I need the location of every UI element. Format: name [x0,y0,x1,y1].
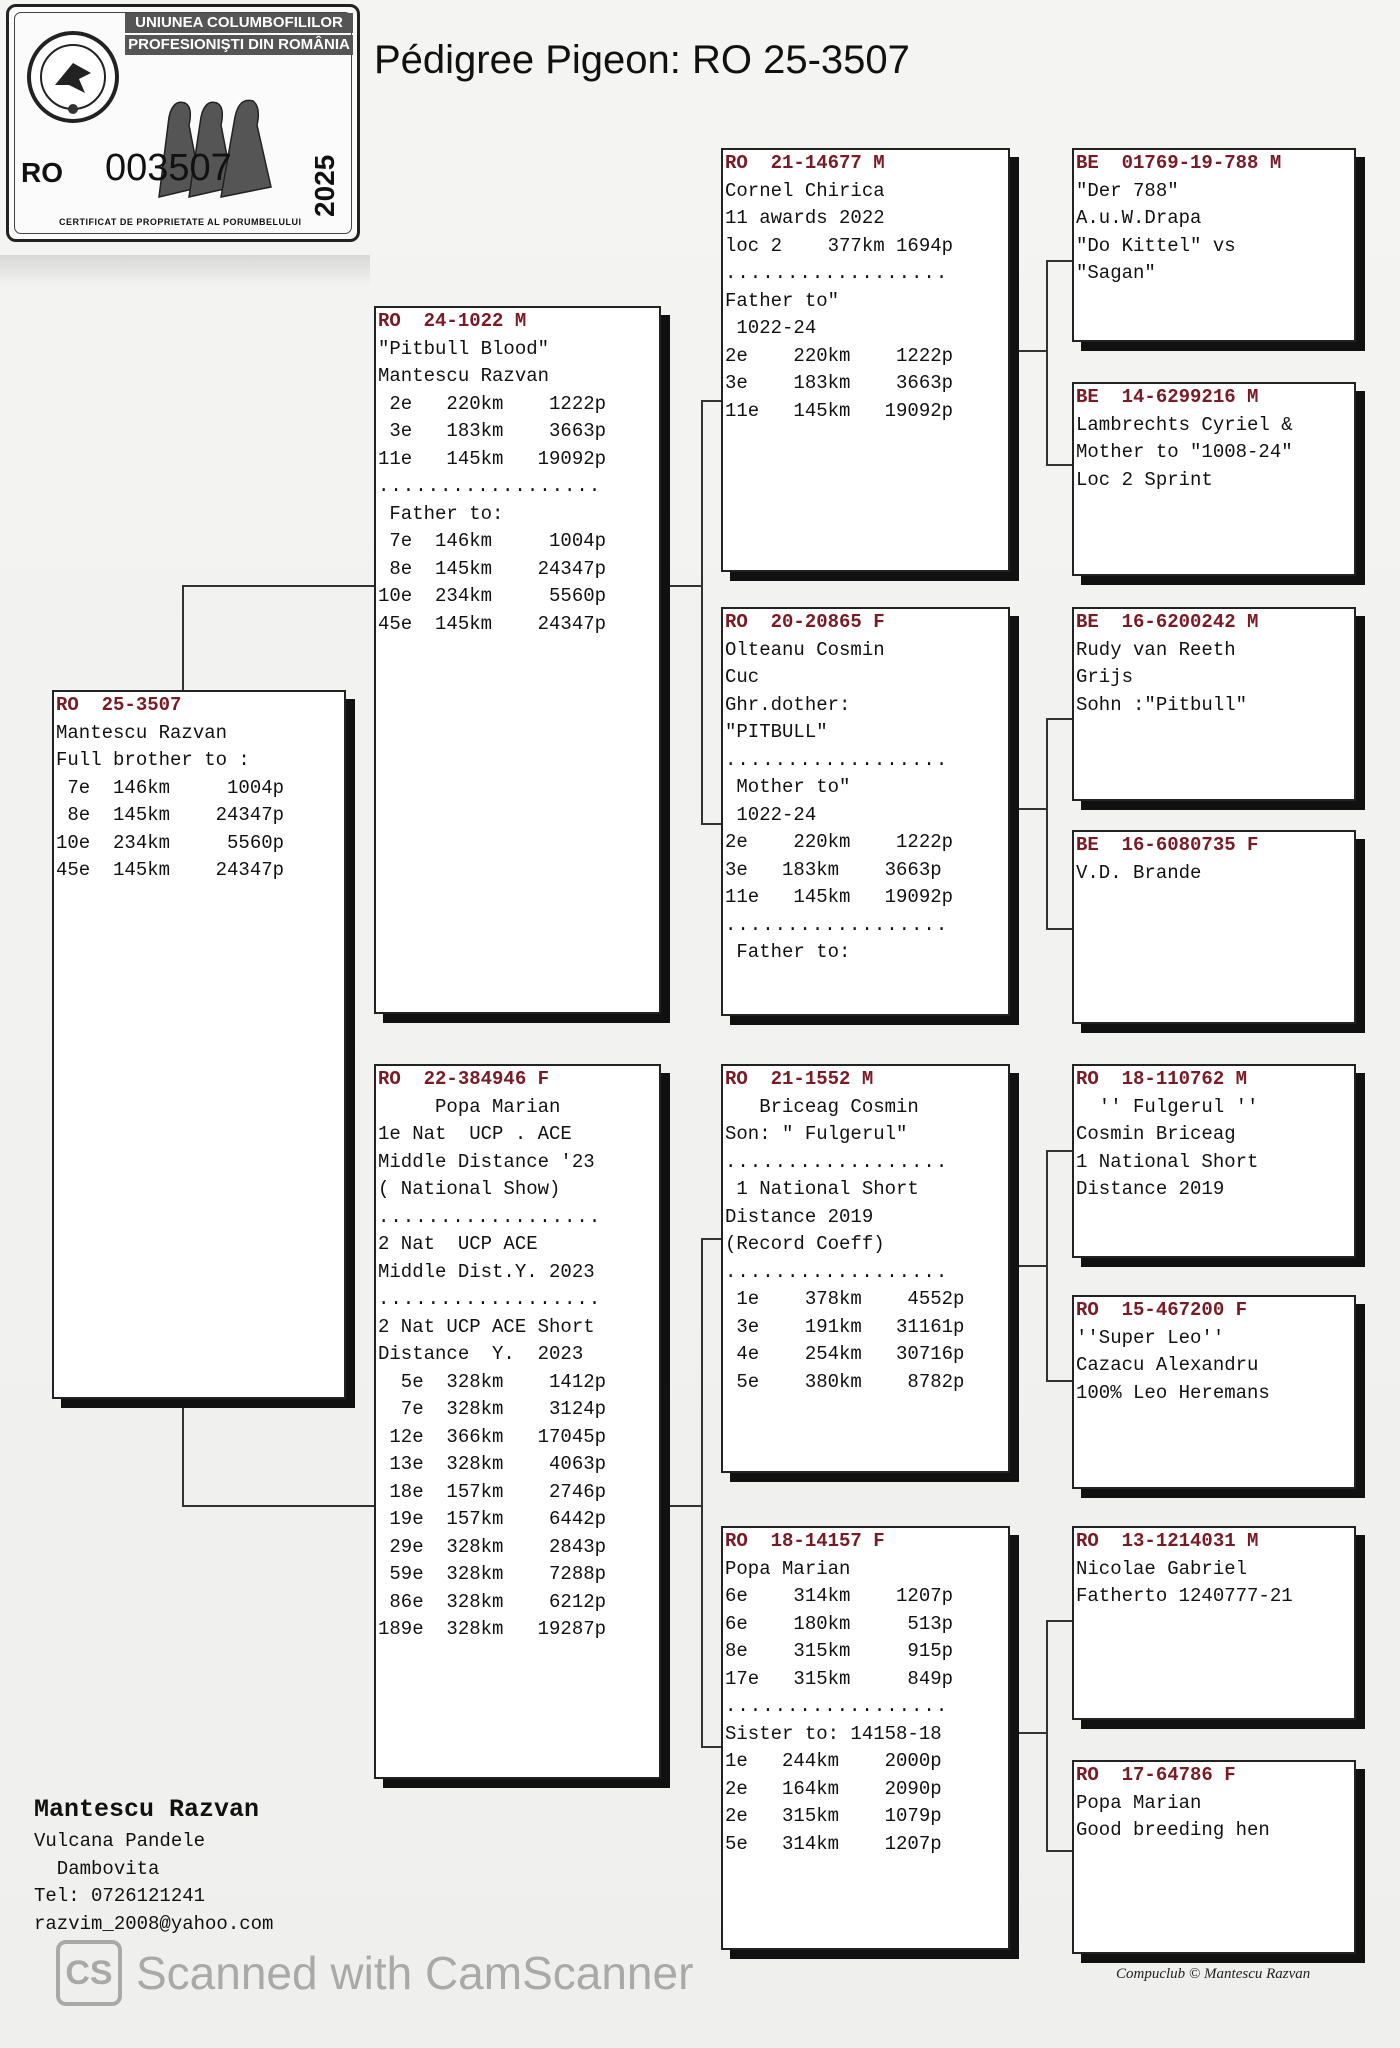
connector [1016,1732,1048,1734]
pedigree-line: Good breeding hen [1076,1819,1270,1841]
dotted-separator: .................. [725,913,949,936]
pedigree-line: 5e 314km 1207p [725,1832,942,1855]
connector [1016,350,1048,352]
ring-number: RO 15-467200 F [1076,1299,1248,1321]
pedigree-line: 1e Nat UCP . ACE [378,1123,572,1145]
dds-box [1072,1526,1356,1720]
pedigree-line: 86e 328km 6212p [378,1590,607,1613]
pedigree-line: Popa Marian [1076,1791,1202,1814]
dotted-separator: .................. [725,748,949,771]
connector [701,400,721,402]
ring-number: RO 25-3507 [56,694,182,716]
pedigree-line: "Sagan" [1076,262,1156,284]
pedigree-line: Nicolae Gabriel [1076,1557,1248,1580]
certificate-country: RO [21,157,63,188]
dam-sire-box [721,1064,1010,1473]
pedigree-line: 2e 220km 1222p [725,344,954,367]
connector [1046,1150,1048,1382]
connector [1046,1150,1072,1152]
pedigree-line: Olteanu Cosmin [725,638,885,661]
connector [1016,808,1048,810]
pedigree-line: Sohn :"Pitbull" [1076,693,1248,716]
pedigree-line: 100% Leo Heremans [1076,1381,1270,1404]
dotted-separator: .................. [378,1205,602,1228]
pedigree-line: 4e 254km 30716p [725,1343,965,1365]
pedigree-line: Cuc [725,666,760,688]
pedigree-line: Son: " Fulgerul" [725,1123,908,1145]
pedigree-line: 3e 191km 31161p [725,1315,965,1338]
pedigree-line: "PITBULL" [725,721,828,743]
pedigree-line: 1022-24 [725,803,817,826]
ring-number: RO 21-14677 M [725,152,885,174]
pedigree-line: 3e 183km 3663p [725,858,942,881]
pedigree-line: 2e 315km 1079p [725,1805,942,1827]
pedigree-line: "Do Kittel" vs [1076,234,1236,257]
ring-number: RO 20-20865 F [725,611,885,633]
pedigree-line: 5e 380km 8782p [725,1370,965,1393]
pedigree-line: Mantescu Razvan [56,721,228,744]
pedigree-line: 2e 164km 2090p [725,1777,942,1800]
connector [182,1505,374,1507]
connector [1046,718,1048,930]
connector [182,585,184,693]
pedigree-line: Fatherto 1240777-21 [1076,1585,1293,1607]
pedigree-line: 7e 146km 1004p [56,776,285,799]
connector [1046,1380,1072,1382]
page-title: Pédigree Pigeon: RO 25-3507 [374,38,910,82]
connector [669,1505,703,1507]
compuclub-credit: Compuclub © Mantescu Razvan [1116,1966,1311,1982]
pedigree-line: Distance 2019 [725,1205,874,1228]
pedigree-line: Lambrechts Cyriel & [1076,413,1293,436]
ring-number: RO 17-64786 F [1076,1764,1236,1786]
camscanner-icon: CS [56,1940,122,2006]
pedigree-line: 10e 234km 5560p [56,831,285,854]
connector [1046,718,1072,720]
ring-number: RO 22-384946 F [378,1068,550,1090]
pedigree-line: 11e 145km 19092p [725,399,954,422]
connector [1046,1620,1072,1622]
pedigree-line: Mother to "1008-24" [1076,441,1293,463]
ring-number: RO 13-1214031 M [1076,1530,1259,1552]
breeder-info [34,1792,273,1938]
pedigree-line: 1 National Short [1076,1150,1259,1173]
subject-pigeon-box [52,690,346,1399]
connector [182,1395,184,1507]
pedigree-line: "Pitbull Blood" [378,337,550,360]
ring-number: BE 16-6080735 F [1076,834,1259,856]
dotted-separator: .................. [725,262,949,284]
ssd-box [1072,382,1356,576]
pedigree-line: Briceag Cosmin [725,1095,919,1118]
ring-number: RO 18-110762 M [1076,1068,1248,1090]
pedigree-line: 1 National Short [725,1178,919,1200]
pedigree-line: Father to: [725,941,851,963]
sds-box [1072,607,1356,801]
pedigree-line: 8e 145km 24347p [378,557,607,580]
certificate-footer: CERTIFICAT DE PROPRIETATE AL PORUMBELULUI [59,217,302,227]
camscanner-watermark [56,1940,693,2006]
connector [1046,260,1072,262]
ring-number: BE 16-6200242 M [1076,611,1259,633]
pedigree-line: 5e 328km 1412p [378,1370,607,1393]
connector [701,1238,703,1748]
pedigree-line: 6e 180km 513p [725,1612,954,1635]
pedigree-line: A.u.W.Drapa [1076,207,1202,229]
pedigree-line: 2e 220km 1222p [378,392,607,415]
pedigree-line: "Der 788" [1076,179,1179,202]
sire-dam-box [721,607,1010,1016]
dss-box [1072,1064,1356,1258]
connector [701,1238,721,1240]
pedigree-line: 59e 328km 7288p [378,1563,607,1585]
pedigree-line: 3e 183km 3663p [378,420,607,442]
pedigree-line: 45e 145km 24347p [378,612,607,635]
pedigree-line: Rudy van Reeth [1076,638,1236,661]
pedigree-line: 29e 328km 2843p [378,1535,607,1558]
pedigree-line: 2e 220km 1222p [725,831,954,853]
dotted-separator: .................. [725,1260,949,1283]
pedigree-line: 17e 315km 849p [725,1667,954,1690]
sdd-box [1072,830,1356,1024]
pedigree-line: 3e 183km 3663p [725,372,954,394]
pedigree-line: 1022-24 [725,317,817,339]
sss-box [1072,148,1356,342]
connector [1046,928,1072,930]
pedigree-line: 1e 244km 2000p [725,1750,942,1772]
pedigree-line: Popa Marian [725,1557,851,1580]
pedigree-line: Loc 2 Sprint [1076,468,1213,491]
pedigree-line: 189e 328km 19287p [378,1618,607,1640]
pedigree-line: (Record Coeff) [725,1233,885,1255]
breeder-address-line1: Vulcana Pandele [34,1830,206,1852]
pedigree-line: 18e 157km 2746p [378,1480,607,1503]
connector [182,585,374,587]
breeder-email: razvim_2008@yahoo.com [34,1912,274,1935]
connector [701,823,721,825]
connector [669,585,703,587]
pedigree-line: 2 Nat UCP ACE [378,1233,538,1255]
pedigree-line: '' Fulgerul '' [1076,1095,1259,1118]
pedigree-line: 10e 234km 5560p [378,585,607,607]
certificate-number: 003507 [105,147,232,189]
ddd-box [1072,1760,1356,1954]
breeder-address-line2: Dambovita [34,1857,160,1880]
dotted-separator: .................. [378,1288,602,1310]
pedigree-line: Cornel Chirica [725,179,885,202]
pedigree-line: 7e 146km 1004p [378,530,607,552]
pedigree-line: Mantescu Razvan [378,365,550,387]
pedigree-line: V.D. Brande [1076,861,1202,884]
pedigree-line: 8e 315km 915p [725,1640,954,1662]
ownership-certificate [6,4,360,242]
ring-number: RO 21-1552 M [725,1068,874,1090]
pedigree-line: 2 Nat UCP ACE Short [378,1315,595,1338]
connector [701,400,703,825]
pedigree-line: Father to: [378,502,504,525]
pedigree-line: loc 2 377km 1694p [725,234,954,257]
pedigree-line: Cosmin Briceag [1076,1123,1236,1145]
dotted-separator: .................. [725,1150,949,1173]
connector [1046,1620,1048,1852]
pedigree-line: 11 awards 2022 [725,207,885,229]
pedigree-line: Middle Dist.Y. 2023 [378,1260,595,1283]
connector [1016,1265,1048,1267]
pedigree-line: Father to" [725,289,840,312]
ring-number: RO 24-1022 M [378,310,527,332]
pedigree-line: Full brother to : [56,749,250,771]
pedigree-line: 1e 378km 4552p [725,1288,965,1310]
pedigree-line: Mother to" [725,776,851,798]
breeder-name: Mantescu Razvan [34,1795,260,1824]
pedigree-line: 11e 145km 19092p [378,447,607,470]
dam-dam-box [721,1526,1010,1950]
pedigree-line: 7e 328km 3124p [378,1398,607,1420]
breeder-phone: Tel: 0726121241 [34,1885,206,1907]
connector [1046,1850,1072,1852]
ring-number: BE 14-6299216 M [1076,386,1259,408]
pedigree-line: Popa Marian [378,1095,561,1118]
pedigree-line: 6e 314km 1207p [725,1585,954,1607]
connector [1046,260,1048,466]
connector [701,1746,721,1748]
camscanner-text: Scanned with CamScanner [136,1947,694,1999]
pedigree-line: 12e 366km 17045p [378,1425,607,1448]
ring-number: RO 18-14157 F [725,1530,885,1552]
pedigree-line: 8e 145km 24347p [56,804,285,826]
certificate-organization: UNIUNEA COLUMBOFILILOR PROFESIONIŞTI DIN ROMÂNIA [125,13,353,57]
pedigree-line: Distance 2019 [1076,1178,1225,1200]
pedigree-line: Grijs [1076,666,1134,688]
sire-box [374,306,661,1014]
pedigree-line: 13e 328km 4063p [378,1453,607,1475]
dotted-separator: .................. [378,475,602,497]
pedigree-line: Cazacu Alexandru [1076,1354,1259,1376]
dam-box [374,1064,661,1779]
pedigree-line: 11e 145km 19092p [725,886,954,908]
pedigree-line: Ghr.dother: [725,693,851,716]
pedigree-line: Sister to: 14158-18 [725,1722,942,1745]
pedigree-line: Distance Y. 2023 [378,1343,584,1365]
pedigree-line: ( National Show) [378,1178,561,1200]
ring-number: BE 01769-19-788 M [1076,152,1282,174]
pedigree-line: ''Super Leo'' [1076,1326,1225,1349]
dsd-box [1072,1295,1356,1489]
sire-sire-box [721,148,1010,572]
pedigree-line: 19e 157km 6442p [378,1508,607,1530]
scan-shadow [0,255,370,285]
pedigree-line: Middle Distance '23 [378,1150,595,1173]
connector [1046,464,1072,466]
certificate-year: 2025 [309,154,340,217]
dotted-separator: .................. [725,1695,949,1717]
federation-logo-icon [25,29,121,125]
pedigree-line: 45e 145km 24347p [56,859,285,881]
